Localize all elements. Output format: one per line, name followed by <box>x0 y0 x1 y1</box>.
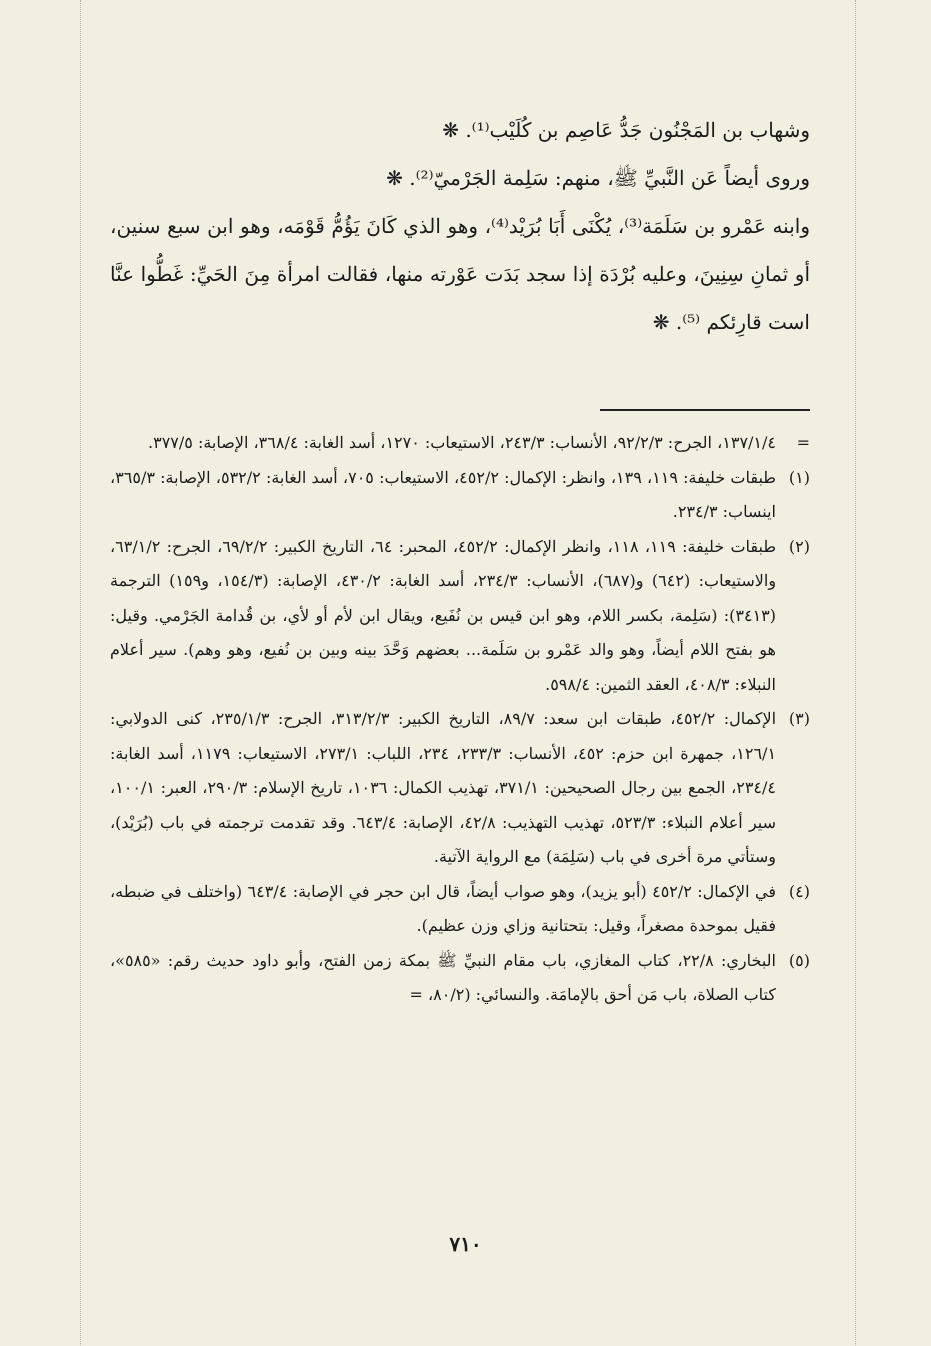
main-paragraph: وابنه عَمْرو بن سَلَمَة⁽³⁾، يُكْنَى أَبَا بُرَيْد⁽⁴⁾، وهو الذي كَانَ يَؤُمُّ قَوْمَه، وهو ابن سبع سنين، أو ثمانِ سِنِينَ، وعليه بُرْدَة إذا سجد بَدَت عَوْرته منها، فقالت امرأة مِنَ الحَيِّ: غَطُّوا عنَّا است قارِئكم ⁽⁵⁾. ❋ <box>110 214 810 334</box>
footnote-number: (٢) <box>788 536 810 556</box>
footnote-text: الإكمال: ٤٥٢/٢، طبقات ابن سعد: ٨٩/٧، التاريخ الكبير: ٣١٣/٢/٣، الجرح: ٢٣٥/١/٣، كنى الدولابي: ١٢٦/١، جمهرة ابن حزم: ٤٥٢، الأنساب: ٢٣٣/٣، ٢٣٤، اللباب: ٢٧٣/١، الاستيعاب: ١١٧٩، أسد الغابة: ٢٣٤/٤، الجمع بين رجال الصحيحين: ٣٧١/١، تهذيب الكمال: ١٠٣٦، تاريخ الإسلام: ٢٩٠/٣، العبر: ١٠٠/١، سير أعلام النبلاء: ٥٢٣/٣، تهذيب التهذيب: ٤٢/٨، الإصابة: ٦٤٣/٤. وقد تقدمت ترجمته في باب (بُرَيْد)، وستأتي مرة أخرى في باب (سَلِمَة) مع الرواية الآتية. <box>110 709 777 866</box>
scan-artifact-line <box>80 0 81 1346</box>
footnote-text: طبقات خليفة: ١١٩، ١٣٩، وانظر: الإكمال: ٤٥٢/٢، الاستيعاب: ٧٠٥، أسد الغابة: ٥٣٢/٢، الإصابة: ٣٦٥/٣، اينساب: ٢٣٤/٣. <box>110 467 777 521</box>
footnote-number: (٣) <box>788 709 810 728</box>
main-paragraph: وروى أيضاً عَن النَّبيِّ ﷺ، منهم: سَلِمة الجَرْميّ⁽²⁾. ❋ <box>386 166 810 190</box>
footnote-3 <box>110 702 810 875</box>
footnote-2 <box>110 530 810 703</box>
footnote-separator <box>600 409 810 411</box>
footnote-number: (٥) <box>788 950 810 970</box>
main-text <box>110 106 810 346</box>
footnote-text: طبقات خليفة: ١١٩، ١١٨، وانظر الإكمال: ٤٥٢/٢، المحبر: ٦٤، التاريخ الكبير: ٦٩/٢/٢، الجرح: ٦٣/١/٢، والاستيعاب: (٦٤٢) و(٦٨٧)، الأنساب: ٢٣٤/٣، أسد الغابة: ٤٣٠/٢، الإصابة: (١٥٤/٣، و١٥٩) الترجمة (٣٤١٣): (سَلِمة، بكسر اللام، وهو ابن قيس بن نُفَيع، ويقال ابن لأم أو لأي، بن قُدامة الجَرْمي. وقيل: هو بفتح اللام أيضاً، وهو والد عَمْرو بن سَلَمة... بعضهم وَحَّدَ بينه وبين بن نُفيع، وهو وهم). سير أعلام النبلاء: ٤٠٨/٣، العقد الثمين: ٥٩٨/٤. <box>110 536 777 694</box>
footnote-5 <box>110 944 810 1013</box>
footnote-number: (٤) <box>788 881 810 901</box>
footnote-number: = <box>796 433 810 452</box>
page-number: ٧١٠ <box>449 1232 482 1256</box>
scan-artifact-line <box>855 0 856 1346</box>
main-paragraph: وشهاب بن المَجْنُون جَدُّ عَاصِم بن كُلَيْب⁽¹⁾. ❋ <box>442 118 810 142</box>
footnote-continuation <box>110 426 810 461</box>
footnote-text: ١٣٧/١/٤، الجرح: ٩٢/٢/٣، الأنساب: ٢٤٣/٣، الاستيعاب: ١٢٧٠، أسد الغابة: ٣٦٨/٤، الإصابة: ٣٧٧/٥. <box>148 433 776 452</box>
footnote-text: في الإكمال: ٤٥٢/٢ (أبو يزيد)، وهو صواب أيضاً، قال ابن حجر في الإصابة: ٦٤٣/٤ (واختلف في ضبطه، فقيل بموحدة مصغراً، وقيل: بتحتانية وزاي وزن عظيم). <box>110 881 777 935</box>
footnote-1 <box>110 461 810 530</box>
footnote-4 <box>110 875 810 944</box>
footnote-number: (١) <box>788 467 810 487</box>
footnotes <box>110 426 810 1013</box>
footnote-text: البخاري: ٢٢/٨، كتاب المغازي، باب مقام النبيِّ ﷺ بمكة زمن الفتح، وأبو داود حديث رقم: «٥٨٥»، كتاب الصلاة، باب مَن أحق بالإمامَة. والنسائي: (٨٠/٢، = <box>110 950 777 1004</box>
